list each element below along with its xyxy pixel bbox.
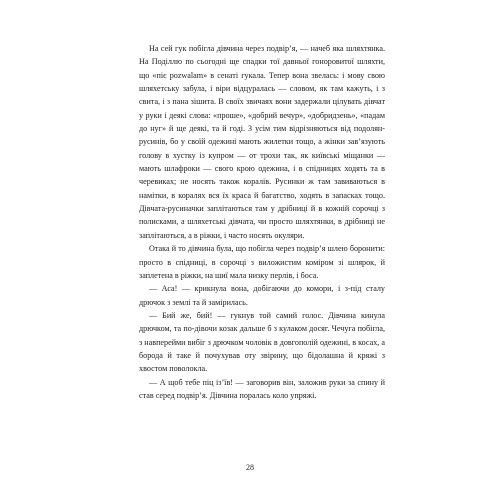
paragraph-4: — Бий же, бий! — гукнув той самий голос. Дівчина кинула дрючком, та по-дівочи козак дальше б з кулаком досяг. Чечуга побігла, з навперейми вибіг з дрючком чоловік в довгополій одежині, в косах, а борода й таке й почухував оту звірину, що бідолашна й кряжі з хвостом поволокла.: [139, 310, 385, 374]
paragraph-1: На сей гук побігла дівчина через подвір’я, — начеб яка шляхтянка. На Поділлю по сьогодні ще спадки тої давньої гоноровитої шляхти, що «піє pozwalam» в сенаті гукала. Тепер вона звелась: і мову свою шляхетську забула, і віри відцуралась — словом, як там кажуть, і з свита, і з пана зішита. В своїх звичаях вони задержали цілувать дівчат у руки і деякі слова: «проше», «добрий вечур», «добридзень», «падам до нуг» й ще деякі, та й годі. З усім тим відрізняються від подолян-русинів, бо у своїй одежині мають жилетки тощо, а жінки зав’язують голову в хустку із купром — от трохи так, як київські міщанки — мають шлафроки — свого крою одежина, і в спідницях ходять та в черевиках; не носять також коралів. Русинки ж там завиваються в намітки, в коралях вся їх краса й багатство, ходять в запасках тощо. Дівчата-русиначки заплітаються там у дрібниці й в кожній сорочці з полисками, а шляхетські дівчата, чи просто шляхтянки, в дрібниці не заплітаються, а в ріжки, і часто носять окуляри.: [139, 44, 385, 240]
paragraph-2: Отака й то дівчина була, що побігла через подвір’я шлею боронити: просто в спідниці, в сорочці з виложистим коміром зі шлярок, й заплетена в ріжки, на шиї мала низку перлів, і боса.: [139, 244, 385, 280]
paragraph-5: — А щоб тебе піц із’їв! — заговорив він, заложив руки за спину й став серед подвір’я. Дівчина поралась коло упряжі.: [139, 377, 385, 400]
paragraph-3: — Аса! — крикнула вона, добігаючи до комори, і з-під сталу дрючок з землі та й замірилась.: [139, 284, 385, 307]
page-text: [139, 42, 385, 402]
page-number: 28: [246, 463, 254, 472]
